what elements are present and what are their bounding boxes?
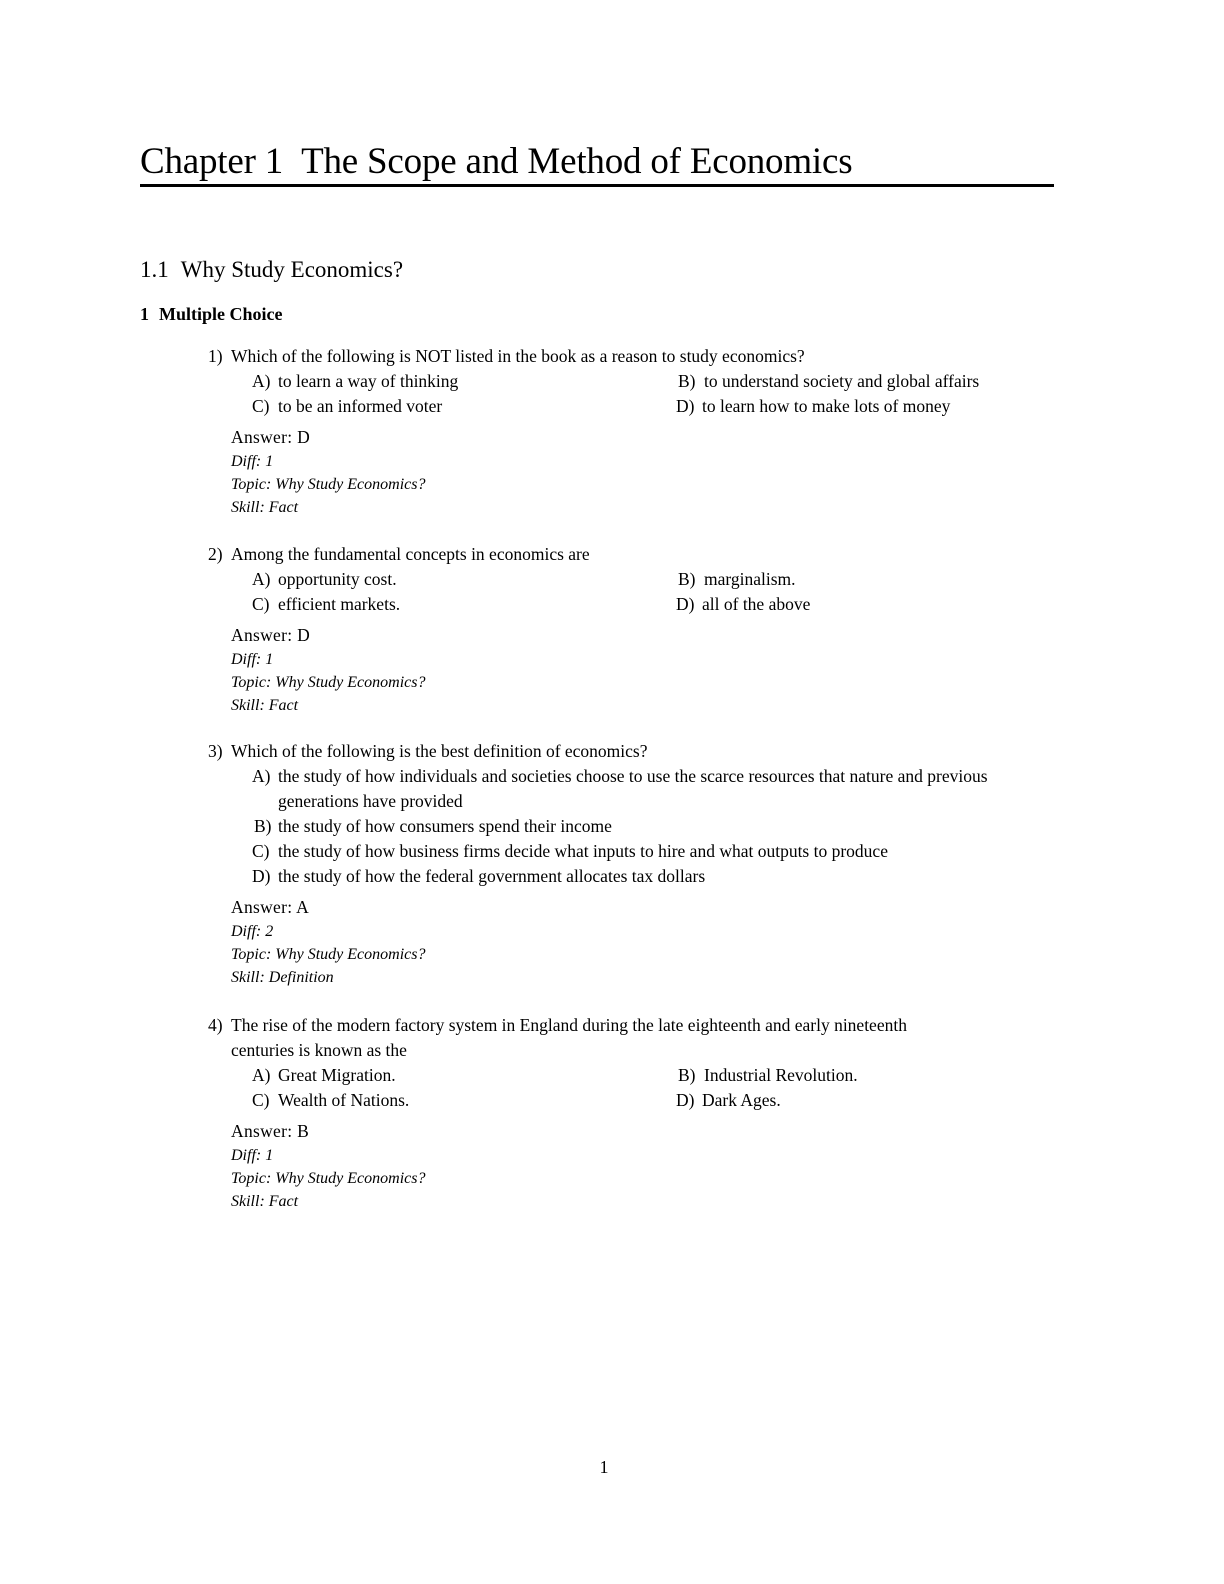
choice-c: C) the study of how business firms decide what inputs to hire and what outputs to produce [252,841,888,861]
choice-c: C) to be an informed voter [252,396,443,416]
question-stem [208,739,1058,764]
chapter-name: The Scope and Method of Economics [301,141,853,182]
question-2 [208,542,1058,717]
subsection-number: 1 [140,304,149,324]
choice-b: B) to understand society and global affairs [678,371,980,391]
choice-d: D) Dark Ages. [676,1090,781,1110]
question-1 [208,344,1058,519]
choices [208,1063,1058,1113]
skill: Skill: Fact [231,499,299,516]
question-stem [208,344,1058,369]
subsection-name: Multiple Choice [159,304,283,324]
difficulty: Diff: 1 [231,453,274,470]
choice-b: B) marginalism. [678,569,796,589]
chapter-title [140,140,1054,184]
question-number: 3) [208,741,223,761]
answer-key: Answer: D [231,427,311,447]
choice-c: C) efficient markets. [252,594,401,614]
choices [208,764,1058,889]
answer-key: Answer: A [231,897,310,917]
choice-a: A) the study of how individuals and societies choose to use the scarce resources that nature and previous generations have provided [252,766,988,811]
choice-b: B) the study of how consumers spend their income [254,816,612,836]
chapter-rule-divider [140,184,1054,187]
difficulty: Diff: 1 [231,651,274,668]
choice-c: C) Wealth of Nations. [252,1090,410,1110]
answer-metadata [208,424,1058,519]
question-number: 2) [208,544,223,564]
answer-metadata [208,894,1058,989]
subsection-heading [140,302,283,326]
choice-b: B) Industrial Revolution. [678,1065,858,1085]
difficulty: Diff: 1 [231,1147,274,1164]
question-stem [208,1013,971,1063]
question-stem [208,542,1058,567]
topic: Topic: Why Study Economics? [231,1170,426,1187]
chapter-number: Chapter 1 [140,141,284,182]
skill: Skill: Definition [231,969,334,986]
question-text: The rise of the modern factory system in England during the late eighteenth and early nineteenth centuries is known as the [231,1015,907,1060]
section-heading [140,255,403,285]
section-number: 1.1 [140,257,169,282]
choice-d: D) the study of how the federal government allocates tax dollars [252,866,706,886]
choice-a: A) Great Migration. [252,1065,396,1085]
topic: Topic: Why Study Economics? [231,476,426,493]
choice-d: D) all of the above [676,594,811,614]
question-number: 1) [208,346,223,366]
choice-d: D) to learn how to make lots of money [676,396,951,416]
question-text: Among the fundamental concepts in economics are [231,544,590,564]
skill: Skill: Fact [231,1193,299,1210]
answer-metadata [208,1118,1058,1213]
choices [208,369,1058,419]
choices [208,567,1058,617]
topic: Topic: Why Study Economics? [231,946,426,963]
question-number: 4) [208,1015,223,1035]
question-text: Which of the following is the best definition of economics? [231,741,648,761]
answer-metadata [208,622,1058,717]
choice-a: A) to learn a way of thinking [252,371,459,391]
question-4 [208,1013,1058,1213]
difficulty: Diff: 2 [231,923,274,940]
question-3 [208,739,1058,989]
question-text: Which of the following is NOT listed in the book as a reason to study economics? [231,346,805,366]
choice-a: A) opportunity cost. [252,569,397,589]
skill: Skill: Fact [231,697,299,714]
answer-key: Answer: B [231,1121,310,1141]
page-number: 1 [599,1457,609,1477]
answer-key: Answer: D [231,625,311,645]
topic: Topic: Why Study Economics? [231,674,426,691]
section-name: Why Study Economics? [180,257,404,282]
